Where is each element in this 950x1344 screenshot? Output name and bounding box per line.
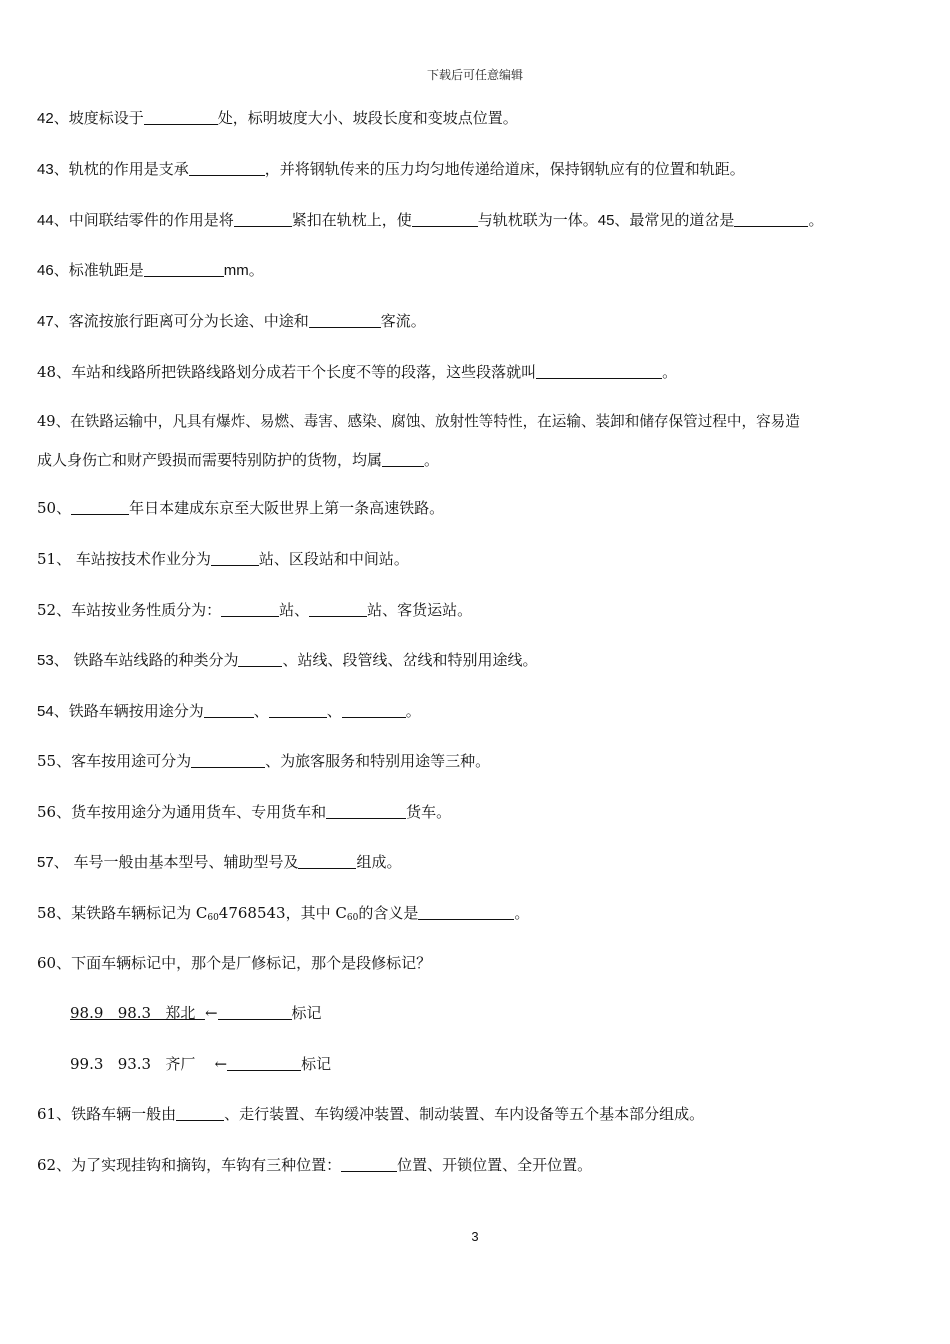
question-61: 61、铁路车辆一般由 、走行装置、车钩缓冲装置、制动装置、车内设备等五个基本部分组成。 (37, 1105, 705, 1123)
question-51: 51、 车站按技术作业分为 站、区段站和中间站。 (37, 550, 409, 568)
question-49-line2: 成人身伤亡和财产毁损而需要特别防护的货物，均属 。 (37, 451, 440, 469)
question-53: 53、 铁路车站线路的种类分为 、站线、段管线、岔线和特别用途线。 (37, 651, 538, 669)
question-56: 56、货车按用途分为通用货车、专用货车和 货车。 (37, 803, 452, 821)
answer-blank (211, 551, 259, 566)
answer-blank (227, 1056, 301, 1071)
answer-blank (309, 313, 381, 328)
answer-blank (418, 905, 514, 920)
question-54: 54、铁路车辆按用途分为 、 、 。 (37, 702, 421, 720)
answer-blank (412, 212, 478, 227)
answer-blank (326, 804, 406, 819)
answer-blank (221, 602, 279, 617)
question-46: 46、标准轨距是 mm。 (37, 261, 264, 279)
question-52: 52、车站按业务性质分为： 站、 站、客货运站。 (37, 601, 473, 619)
vehicle-mark-1: 98.9 98.3 郑北 ← 标记 (70, 1004, 322, 1022)
question-47: 47、客流按旅行距离可分为长途、中途和 客流。 (37, 312, 426, 330)
answer-blank (734, 212, 808, 227)
answer-blank (204, 703, 254, 718)
answer-blank (144, 262, 224, 277)
answer-blank (298, 854, 356, 869)
page-number: 3 (471, 1229, 479, 1244)
question-49-line1: 49、在铁路运输中，凡具有爆炸、易燃、毒害、感染、腐蚀、放射性等特性，在运输、装卸和储存保管过程中，容易造 (37, 413, 800, 430)
question-48: 48、车站和线路所把铁路线路划分成若干个长度不等的段落，这些段落就叫 。 (37, 363, 678, 381)
answer-blank (176, 1106, 224, 1121)
question-43: 43、轨枕的作用是支承 ，并将钢轨传来的压力均匀地传递给道床，保持钢轨应有的位置和轨距。 (37, 160, 745, 178)
answer-blank (309, 602, 367, 617)
question-44-45: 44、中间联结零件的作用是将 紧扣在轨枕上，使 与轨枕联为一体。45、最常见的道岔是 。 (37, 211, 824, 229)
answer-blank (269, 703, 327, 718)
answer-blank (382, 452, 424, 467)
question-57: 57、 车号一般由基本型号、辅助型号及 组成。 (37, 853, 402, 871)
answer-blank (189, 161, 265, 176)
arrow-left-icon: ← (214, 1055, 228, 1073)
answer-blank (342, 703, 406, 718)
answer-blank (191, 753, 265, 768)
answer-blank (341, 1157, 397, 1172)
answer-blank (144, 110, 218, 125)
answer-blank (234, 212, 292, 227)
question-50: 50、 年日本建成东京至大阪世界上第一条高速铁路。 (37, 499, 445, 517)
answer-blank (238, 652, 282, 667)
answer-blank (536, 364, 662, 379)
question-58: 58、某铁路车辆标记为 $C_{60}4768543$，其中 $C_{60}$的含义是 。 (37, 904, 530, 923)
arrow-left-icon: ← (204, 1004, 218, 1022)
question-42: 42、坡度标设于 处，标明坡度大小、坡段长度和变坡点位置。 (37, 109, 518, 127)
question-55: 55、客车按用途可分为 、为旅客服务和特别用途等三种。 (37, 752, 491, 770)
page-header: 下载后可任意编辑 (426, 68, 523, 82)
question-62: 62、为了实现挂钩和摘钩，车钩有三种位置： 位置、开锁位置、全开位置。 (37, 1156, 593, 1174)
vehicle-mark-2: 99.3 93.3 齐厂 ← 标记 (70, 1055, 332, 1073)
question-60: 60、下面车辆标记中，那个是厂修标记，那个是段修标记？ (37, 954, 432, 972)
answer-blank (218, 1005, 292, 1020)
answer-blank (71, 500, 129, 515)
